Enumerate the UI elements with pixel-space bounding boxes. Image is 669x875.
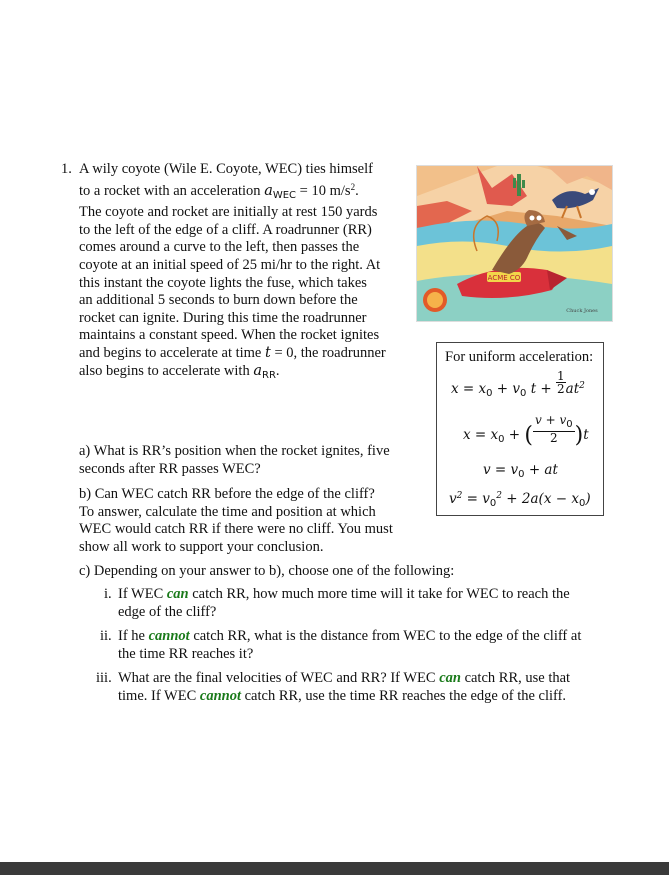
item-ii-number: ii. [100, 628, 112, 644]
question-b-line: show all work to support your conclusion. [79, 538, 324, 555]
question-a [79, 443, 390, 478]
item-i-number: i. [104, 586, 112, 602]
intro-line: this instant the coyote lights the fuse, which takes [79, 274, 367, 291]
question-b [79, 486, 393, 556]
item-i: If WEC can catch RR, how much more time will it take for WEC to reach the edge of the cliff? [118, 586, 570, 620]
intro-line: comes around a curve to the left, then passes the [79, 239, 360, 256]
emphasis-can: can [439, 670, 461, 686]
intro-line: rocket can ignite. During this time the roadrunner [79, 309, 367, 326]
item-iii: What are the final velocities of WEC and RR? If WEC can catch RR, use that time. If WEC cannot catch RR, use the time RR reaches the edge of the cliff. [118, 670, 571, 704]
equation-velocity-squared: $v^2 = v_0^2 + 2a(x - x_0)$ [449, 491, 591, 509]
viewer-bottom-bar [0, 862, 669, 875]
cartoon-illustration [417, 166, 612, 321]
question-a-line: seconds after RR passes WEC? [79, 460, 261, 477]
intro-line: to the left of the edge of a cliff. A roadrunner (RR) [79, 221, 372, 238]
intro-line-time: and begins to accelerate at time t = 0, the roadrunner [79, 344, 386, 361]
problem-intro [79, 161, 409, 384]
intro-line: A wily coyote (Wile E. Coyote, WEC) ties himself [79, 161, 373, 177]
intro-line-rr-accel: also begins to accelerate with $a_{RR}$. [79, 362, 280, 381]
question-a-line: a) What is RR’s position when the rocket ignites, five [79, 443, 390, 459]
question-b-line: b) Can WEC catch RR before the edge of the cliff? [79, 486, 375, 502]
item-iii-number: iii. [96, 670, 112, 686]
equation-position: $x = x_0 + v_0$ t + $\frac{1}{2}$ $at^2$ [451, 369, 585, 399]
equation-velocity: $v = v_0$ + at [483, 462, 558, 480]
intro-line: an additional 5 seconds to burn down before the [79, 292, 358, 309]
problem-number: 1. [61, 161, 72, 177]
rocket-label: ACME CO [487, 274, 521, 282]
question-c: c) Depending on your answer to b), choose one of the following: [79, 563, 455, 579]
question-b-line: WEC would catch RR if there were no cliff. You must [79, 521, 393, 538]
question-b-line: To answer, calculate the time and position at which [79, 503, 376, 520]
intro-line: coyote at an initial speed of 25 mi/hr to the right. At [79, 256, 381, 273]
formula-box [436, 342, 604, 516]
item-ii: If he cannot catch RR, what is the distance from WEC to the edge of the cliff at the time RR reaches it? [118, 628, 582, 662]
coyote-rocket-cartoon [416, 165, 613, 322]
intro-line: The coyote and rocket are initially at rest 150 yards [79, 204, 378, 221]
emphasis-cannot: cannot [199, 687, 241, 704]
artist-signature: Chuck Jones [566, 308, 598, 314]
equation-average-velocity: $x = x_0$ + ( $\frac{v + v_0}{2}$ )t [463, 413, 589, 448]
intro-line: maintains a constant speed. When the rocket ignites [79, 327, 380, 344]
emphasis-can: can [166, 586, 189, 602]
emphasis-cannot: cannot [148, 628, 190, 644]
intro-line-accel: to a rocket with an acceleration $a_{WEC} = 10$ $m/s^2$. [79, 181, 359, 201]
formula-title: For uniform acceleration: [445, 349, 594, 365]
